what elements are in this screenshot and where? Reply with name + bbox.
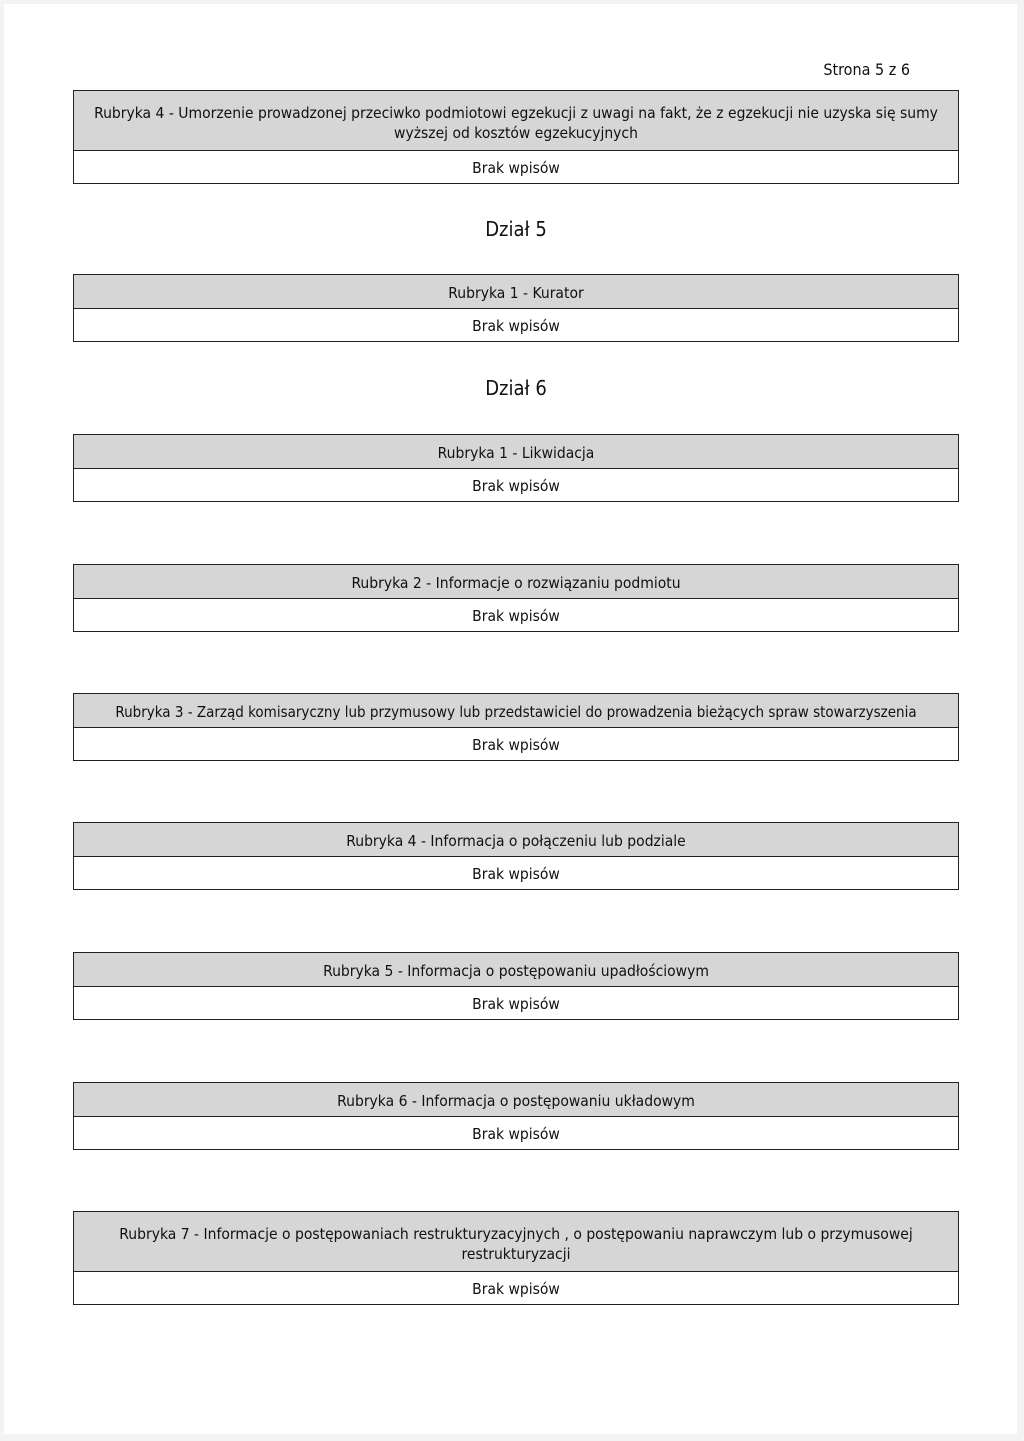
section-title-dzial-6: Dział 6 [485, 376, 547, 400]
rubric-box-zarzad-komisaryczny [73, 693, 959, 761]
rubric-box-likwidacja [73, 434, 959, 502]
rubric-heading: Rubryka 7 - Informacje o postępowaniach restrukturyzacyjnych , o postępowaniu naprawczym lub o przymusowej restrukturyzacji [74, 1212, 958, 1272]
rubric-content: Brak wpisów [472, 607, 560, 625]
rubric-box-rozwiazanie [73, 564, 959, 632]
rubric-content: Brak wpisów [472, 1280, 560, 1298]
rubric-heading: Rubryka 3 - Zarząd komisaryczny lub przymusowy lub przedstawiciel do prowadzenia bieżących spraw stowarzyszenia [74, 694, 958, 728]
rubric-heading: Rubryka 5 - Informacja o postępowaniu upadłościowym [74, 953, 958, 987]
rubric-heading: Rubryka 1 - Likwidacja [74, 435, 958, 469]
rubric-box-polaczenie [73, 822, 959, 890]
rubric-box-upadlosc [73, 952, 959, 1020]
rubric-content: Brak wpisów [472, 159, 560, 177]
rubric-heading: Rubryka 2 - Informacje o rozwiązaniu podmiotu [74, 565, 958, 599]
rubric-content: Brak wpisów [472, 995, 560, 1013]
rubric-heading: Rubryka 4 - Umorzenie prowadzonej przeciwko podmiotowi egzekucji z uwagi na fakt, że z egzekucji nie uzyska się sumy wyższej od kosztów egzekucyjnych [74, 91, 958, 151]
rubric-content: Brak wpisów [472, 1125, 560, 1143]
section-title-dzial-5: Dział 5 [485, 217, 547, 241]
rubric-heading: Rubryka 6 - Informacja o postępowaniu układowym [74, 1083, 958, 1117]
rubric-content: Brak wpisów [472, 736, 560, 754]
rubric-box-uklad [73, 1082, 959, 1150]
rubric-content: Brak wpisów [472, 317, 560, 335]
rubric-box-restrukturyzacja [73, 1211, 959, 1305]
rubric-heading: Rubryka 1 - Kurator [74, 275, 958, 309]
rubric-box-umorzenie [73, 90, 959, 184]
rubric-content: Brak wpisów [472, 865, 560, 883]
document-page [4, 4, 1017, 1434]
rubric-box-kurator [73, 274, 959, 342]
rubric-heading: Rubryka 4 - Informacja o połączeniu lub podziale [74, 823, 958, 857]
rubric-content: Brak wpisów [472, 477, 560, 495]
page-number: Strona 5 z 6 [823, 60, 910, 79]
